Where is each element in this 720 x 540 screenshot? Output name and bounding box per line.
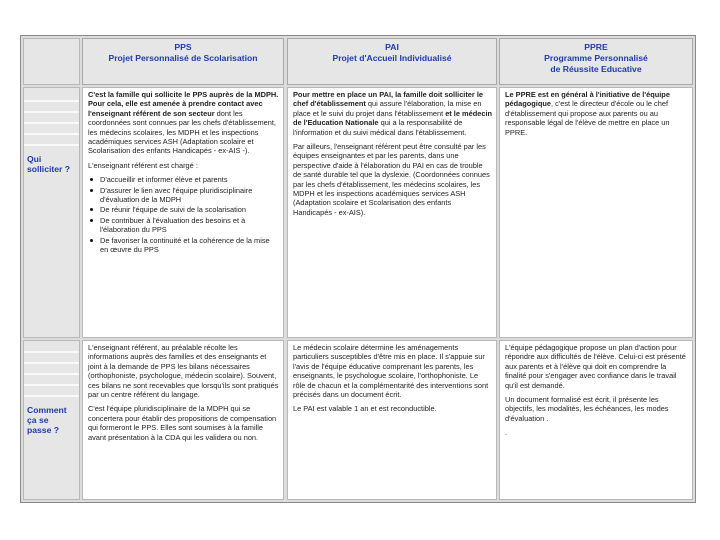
ppre-comment-para1: L'équipe pédagogique propose un plan d'action pour répondre aux difficultés de l'élève. Celui-ci est présenté aux parents et à l'élève qui doit en comprendre la finalité pour s'engager avec confiance dans le travail qu'il est demandé. xyxy=(505,343,686,390)
header-ppre-full-line2: de Réussite Educative xyxy=(550,64,642,74)
row-label-line2: solliciter ? xyxy=(27,164,70,174)
row-label-line3: passe ? xyxy=(27,425,60,435)
corner-cell xyxy=(23,38,80,85)
pps-referent-list xyxy=(88,175,279,254)
header-pai xyxy=(287,38,497,85)
row-label-comment xyxy=(23,340,80,500)
pai-solliciter-end: qui a la responsabilité de l'information et du suivi médical dans l'établissement. xyxy=(293,118,467,137)
ppre-solliciter-cell xyxy=(499,87,693,338)
pai-solliciter-para1 xyxy=(293,90,492,137)
row-label-line1: Qui xyxy=(27,154,42,164)
pai-solliciter-para2: Par ailleurs, l'enseignant référent peut être consulté par les équipes enseignantes et par les parents, dans une perspective d'aide à l'élaboration du PAI en cas de trouble de santé durable tel que la dyslexie. (Coordonnées connues par les chefs d'établissement, les médecins scolaires, les MDPH et les inspections académiques services ASH (Adaptation scolaire et Scolarisation des enfants Handicapés - ex-AIS). xyxy=(293,142,490,217)
row-label-line1: Comment xyxy=(27,405,67,415)
pps-referent-intro: L'enseignant référent est chargé : xyxy=(88,160,198,170)
pps-comment-cell xyxy=(82,340,284,500)
pai-comment-cell xyxy=(287,340,497,500)
header-pps xyxy=(82,38,284,85)
pps-solliciter-rest: dont les coordonnées sont connues par les chefs d'établissement, les médecins scolaires, les MDPH et les inspections académiques services ASH (Adaptation scolaire et Scolarisation des enfants Handicapés - ex-AIS -). xyxy=(88,108,276,156)
header-ppre-abbr: PPRE xyxy=(584,42,608,52)
pai-solliciter-mid: qui assure l'élaboration, la mise en place et le suivi du projet dans l'établissement xyxy=(293,99,482,118)
list-item: De favoriser la continuité et la cohérence de la mise en œuvre du PPS xyxy=(88,236,279,255)
header-pps-full: Projet Personnalisé de Scolarisation xyxy=(108,53,258,63)
list-item: D'accueillir et informer élève et parents xyxy=(88,175,279,184)
pps-comment-para1: L'enseignant référent, au préalable récolte les informations auprès des familles et des enseignants et joint à la demande de PPS les bilans nécessaires (orthophoniste, psychologue, médecin scolaire). Souvent, ces bilans ne sont recevables que lorsqu'ils sont pratiqués par un centre référent du langage. xyxy=(88,343,279,400)
pps-solliciter-bold: C'est la famille qui sollicite le PPS auprès de la MDPH. Pour cela, elle est amenée à prendre contact avec l'enseignant référent de son secteur xyxy=(88,90,279,118)
row-label-line2: ça se xyxy=(27,415,49,425)
ppre-solliciter-bold: Le PPRE est en général à l'initiative de l'équipe pédagogique xyxy=(505,90,670,109)
list-item: De contribuer à l'évaluation des besoins et à l'élaboration du PPS xyxy=(88,216,279,235)
header-ppre xyxy=(499,38,693,85)
ppre-comment-para2: Un document formalisé est écrit, il présente les objectifs, les modalités, les échéances, les modes d'évaluation . xyxy=(505,395,669,423)
pai-solliciter-cell xyxy=(287,87,497,338)
list-item: D'assurer le lien avec l'équipe pluridisciplinaire d'évaluation de la MDPH xyxy=(88,186,279,205)
header-pai-full: Projet d'Accueil Individualisé xyxy=(332,53,452,63)
header-ppre-full-line1: Programme Personnalisé xyxy=(544,53,648,63)
ppre-comment-cell xyxy=(499,340,693,500)
comparison-table xyxy=(20,35,696,503)
pps-solliciter-cell xyxy=(82,87,284,338)
header-pai-abbr: PAI xyxy=(385,42,399,52)
pai-comment-para1: Le médecin scolaire détermine les aménagements particuliers susceptibles d'être mis en place. Il s'appuie sur l'avis de l'équipe éducative comprenant les parents, les enseignants, le psychologue scolaire, l'orthophoniste. Le rôle de chacun et la complémentarité des interventions sont précisés dans un document écrit. xyxy=(293,343,489,400)
list-item: De réunir l'équipe de suivi de la scolarisation xyxy=(88,205,279,214)
pai-solliciter-bold-b: et le médecin de l'Education Nationale xyxy=(293,108,493,128)
pps-solliciter-para xyxy=(88,90,279,156)
row-label-qui-solliciter xyxy=(23,87,80,338)
pai-comment-para2: Le PAI est valable 1 an et est reconductible. xyxy=(293,404,437,414)
ppre-solliciter-para xyxy=(505,90,688,137)
ppre-solliciter-end: , c'est le directeur d'école ou le chef d'établissement qui propose aux parents ou au responsable légal de l'élève de mettre en place un PPRE. xyxy=(505,99,670,137)
pai-solliciter-bold-a: Pour mettre en place un PAI, la famille doit solliciter le chef d'établissement xyxy=(293,90,484,109)
pps-comment-para2: C'est l'équipe pluridisciplinaire de la MDPH qui se concertera pour établir des propositions de compensation qui formeront le PPS. Elles sont soumises à la famille avant présentation à la CDA qui les validera ou non. xyxy=(88,404,277,442)
ppre-comment-para3: . xyxy=(505,428,508,438)
header-pps-abbr: PPS xyxy=(174,42,192,52)
